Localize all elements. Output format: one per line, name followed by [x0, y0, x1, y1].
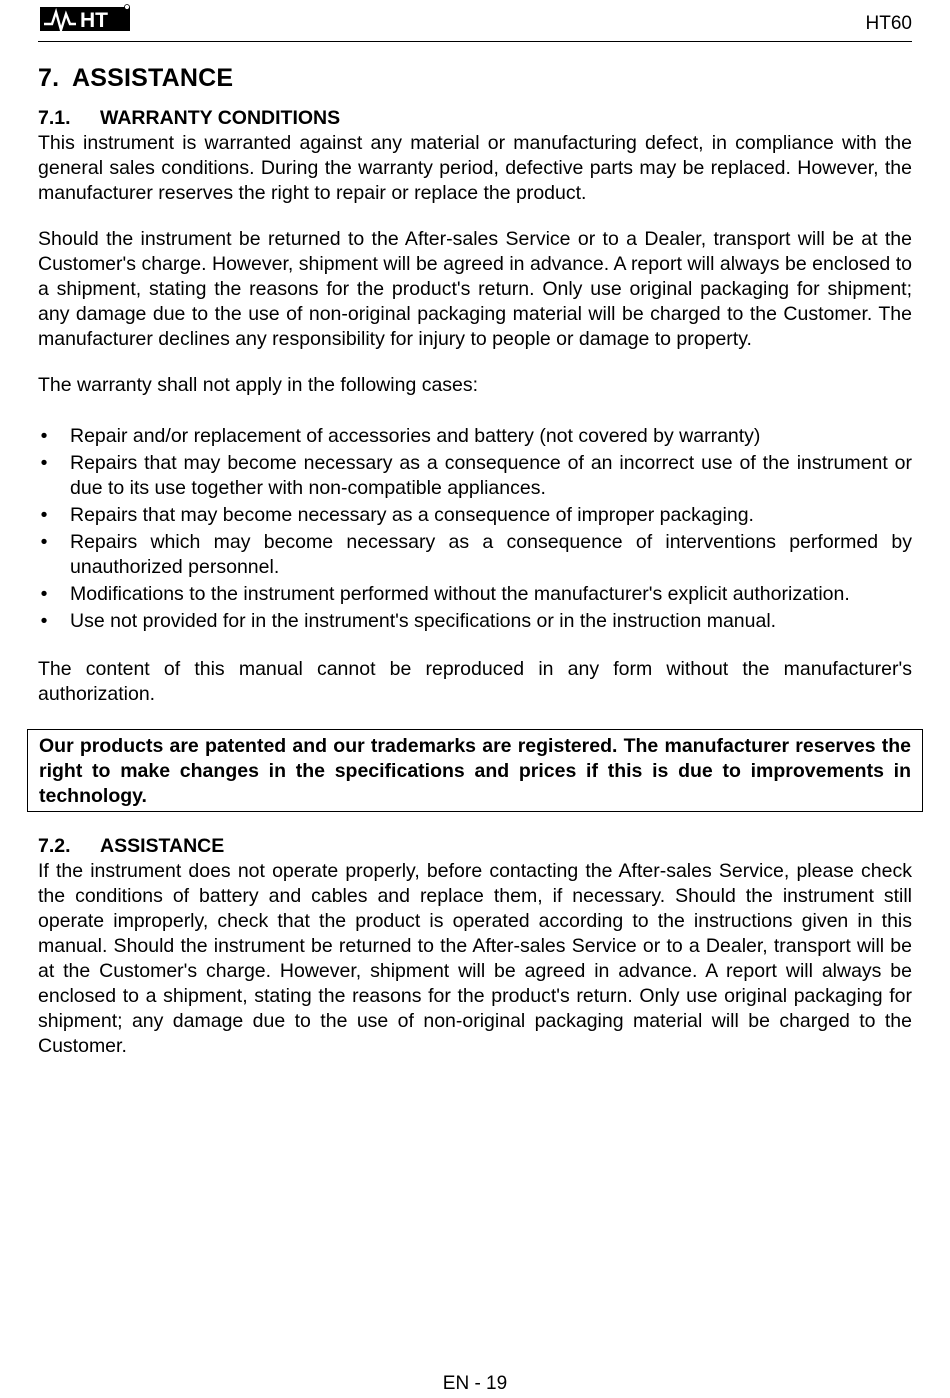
- warranty-exclusions-list: [38, 424, 912, 634]
- list-item-text: Repair and/or replacement of accessories and battery (not covered by warranty): [70, 425, 761, 447]
- warranty-number: 7.1.: [38, 107, 71, 129]
- list-item: [38, 503, 912, 528]
- model-label: HT60: [865, 13, 912, 34]
- warranty-paragraph-1: This instrument is warranted against any material or manufacturing defect, in compliance with the general sales conditions. During the warranty period, defective parts may be replaced. However, the manufacturer reserves the right to repair or replace the product.: [38, 132, 912, 204]
- bullet-icon: •: [40, 504, 48, 526]
- list-item-text: Repairs which may become necessary as a consequence of interventions performed by unauthorized personnel.: [70, 531, 912, 578]
- bullet-icon: •: [40, 583, 48, 605]
- bullet-icon: •: [40, 425, 48, 447]
- assistance-number: 7.2.: [38, 835, 71, 857]
- bullet-icon: •: [40, 610, 48, 632]
- list-item: [38, 530, 912, 580]
- page-header: [38, 0, 912, 42]
- warranty-paragraph-3: The warranty shall not apply in the following cases:: [38, 374, 479, 396]
- list-item-text: Modifications to the instrument performed without the manufacturer's explicit authorization.: [70, 583, 850, 605]
- warranty-heading: [38, 106, 912, 131]
- list-item-text: Repairs that may become necessary as a consequence of an incorrect use of the instrument or due to its use together with non-compatible appliances.: [70, 452, 912, 499]
- assistance-heading: [38, 834, 912, 859]
- assistance-paragraph: If the instrument does not operate properly, before contacting the After-sales Service, please check the conditions of battery and cables and replace them, if necessary. Should the instrument still operate improperly, check that the product is operated according to the instructions given in this manual. Should the instrument be returned to the After-sales Service or to a Dealer, transport will be at the Customer's charge. However, shipment will be agreed in advance. A report will always be enclosed to a shipment, stating the reasons for the product's return. Only use original packaging for shipment; any damage due to the use of non-original packaging material will be charged to the Customer.: [38, 860, 912, 1057]
- warranty-paragraph-2: Should the instrument be returned to the After-sales Service or to a Dealer, transport will be at the Customer's charge. However, shipment will be agreed in advance. A report will always be enclosed to a shipment, stating the reasons for the product's return. Only use original packaging for shipment; any damage due to the use of non-original packaging material will be charged to the Customer. The manufacturer declines any responsibility for injury to people or damage to property.: [38, 228, 912, 350]
- ht-logo: [40, 4, 130, 34]
- list-item-text: Use not provided for in the instrument's specifications or in the instruction manual.: [70, 610, 777, 632]
- list-item: [38, 582, 912, 607]
- list-item: [38, 609, 912, 634]
- list-item-text: Repairs that may become necessary as a consequence of improper packaging.: [70, 504, 754, 526]
- list-item: [38, 424, 912, 449]
- assistance-title: ASSISTANCE: [100, 835, 225, 857]
- page-content: [38, 60, 912, 1059]
- patent-notice-box: Our products are patented and our trademarks are registered. The manufacturer reserves the right to make changes in the specifications and prices if this is due to improvements in technology.: [27, 729, 923, 812]
- section-title: ASSISTANCE: [72, 64, 234, 92]
- section-heading: [38, 60, 912, 96]
- list-item: [38, 451, 912, 501]
- bullet-icon: •: [40, 452, 48, 474]
- page-number: EN - 19: [442, 1373, 508, 1394]
- warranty-title: WARRANTY CONDITIONS: [100, 107, 341, 129]
- warranty-paragraph-4: The content of this manual cannot be reproduced in any form without the manufacturer's authorization.: [38, 658, 912, 705]
- section-number: 7.: [38, 64, 60, 92]
- ht-logo-graphic: [40, 4, 130, 34]
- logo-text: HT: [80, 9, 108, 32]
- bullet-icon: •: [40, 531, 48, 553]
